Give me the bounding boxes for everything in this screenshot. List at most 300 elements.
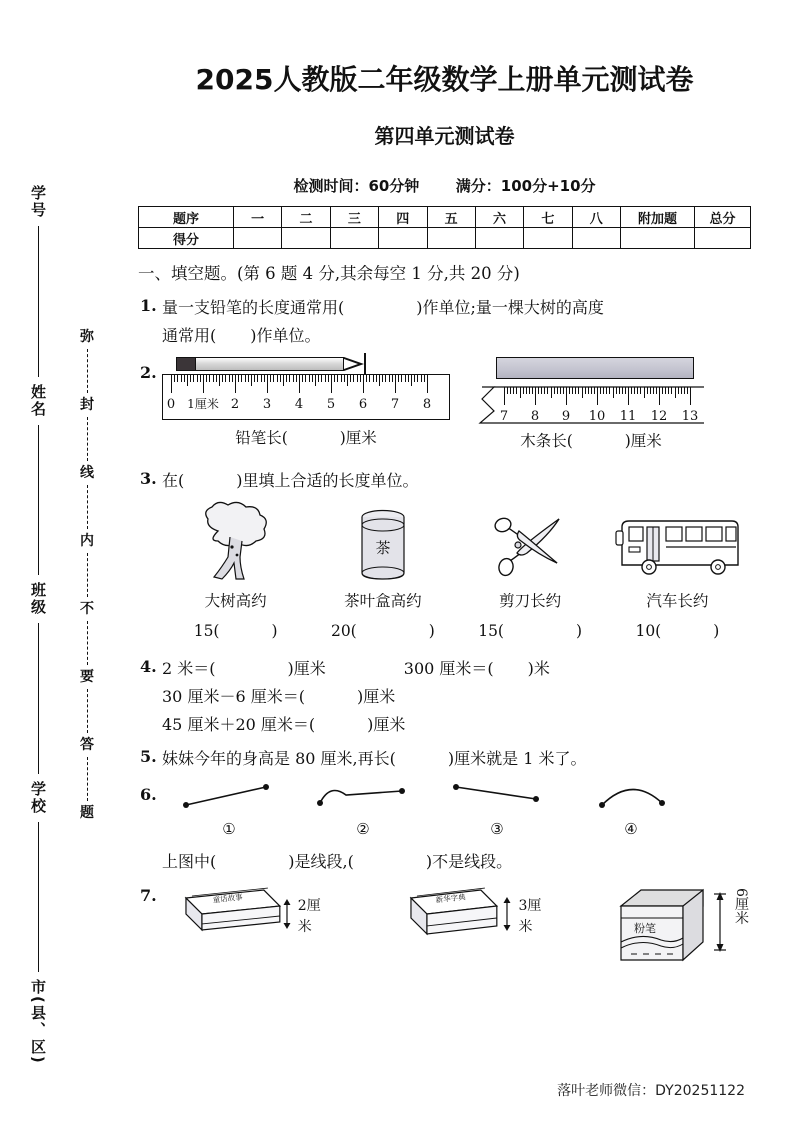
score-cell-total[interactable] [695, 228, 751, 249]
ruler-tick-minor [229, 375, 230, 382]
question-2-left-caption [162, 426, 450, 450]
ruler-tick-minor [245, 375, 246, 382]
seal-divider [38, 226, 39, 377]
q3-paren-tree: ) [271, 621, 278, 640]
q5-text-a: 妹妹今年的身高是 80 厘米,再长( [162, 748, 396, 768]
table-header-question-index: 题序 [139, 207, 234, 228]
ruler-tick-minor [174, 375, 175, 382]
q3-text-a: 在( [162, 470, 185, 490]
ruler-tick-major [597, 387, 598, 405]
ruler-tick-minor [334, 375, 335, 382]
question-number: 4. [140, 656, 157, 676]
seal-dash [87, 349, 88, 393]
question-2-right-caption [476, 429, 706, 453]
q3-paren-tea: ) [428, 621, 435, 640]
question-7-figures [138, 884, 751, 968]
q1-text-d: )作单位。 [250, 325, 321, 345]
table-header-2: 二 [282, 207, 330, 228]
student-info-column [28, 185, 49, 1065]
q6-mark-4: ④ [624, 820, 638, 839]
ruler-tick-minor [293, 375, 294, 382]
ruler-tick-minor [360, 375, 361, 382]
ruler-label: 6 [358, 396, 368, 412]
ruler-tick-minor [225, 375, 226, 382]
ruler-label: 8 [530, 408, 540, 424]
ruler-tick-minor [337, 375, 338, 382]
table-row [139, 228, 751, 249]
ruler-tick-minor [603, 387, 604, 394]
ruler-tick-minor [257, 375, 258, 382]
q3-value-tree [162, 619, 309, 643]
ruler-tick-major [427, 375, 428, 393]
ruler-tick-minor [578, 387, 579, 394]
ruler-tick-minor [283, 375, 284, 386]
question-2 [138, 357, 751, 453]
ruler-tick-minor [222, 375, 223, 382]
ruler-tick-minor [619, 387, 620, 394]
ruler-tick-minor [606, 387, 607, 394]
ruler-tick-major [566, 387, 567, 405]
seal-notice-char: 题 [80, 805, 94, 821]
seal-divider [38, 623, 39, 774]
seal-notice-char: 封 [80, 397, 94, 413]
ruler-tick-minor [350, 375, 351, 382]
ruler-tick-minor [344, 375, 345, 382]
ruler-tick-minor [382, 375, 383, 382]
q3-value-scissors [457, 619, 604, 643]
q3-item-tree [162, 501, 309, 643]
q3-text-b: )里填上合适的长度单位。 [236, 470, 419, 490]
ruler-tick-minor [510, 387, 511, 394]
question-6-prompt [138, 850, 751, 875]
tin-text: 茶 [375, 538, 391, 557]
ruler-tick-minor [671, 387, 672, 394]
dimension-arrow-icon [280, 895, 294, 939]
seal-dash [87, 621, 88, 665]
ruler-tick-minor [678, 387, 679, 394]
ruler-tick-minor [523, 387, 524, 394]
ruler-tick-minor [369, 375, 370, 382]
question-3-figures [138, 501, 751, 643]
table-header-3: 三 [330, 207, 378, 228]
question-number: 1. [140, 295, 157, 315]
table-row [139, 207, 751, 228]
ruler-tick-major [331, 375, 332, 393]
q6-text-a: 上图中( [162, 851, 217, 871]
seal-notice-char: 不 [80, 601, 94, 617]
seal-field-xingming: 姓名 [29, 383, 47, 418]
seal-field-shixianqu: 市(县、区) [29, 979, 47, 1066]
ruler-tick-minor [248, 375, 249, 382]
q3-paren-scissors: ) [575, 621, 583, 640]
seal-dash [87, 689, 88, 733]
q5-text-b: )厘米就是 1 米了。 [447, 748, 587, 768]
question-6 [138, 781, 751, 875]
ruler-tick-minor [644, 387, 645, 398]
ruler-tick-minor [532, 387, 533, 394]
q1-text-c: 通常用( [162, 325, 217, 345]
ruler-tick-major [299, 375, 300, 393]
ruler-tick-minor [270, 375, 271, 382]
question-4-line-2 [162, 683, 751, 711]
q3-item-tea-tin [309, 501, 456, 643]
ruler-tick-minor [232, 375, 233, 382]
ruler-ticks [163, 375, 449, 412]
ruler-tick-minor [216, 375, 217, 382]
score-cell-2[interactable] [282, 228, 330, 249]
score-table [138, 206, 751, 249]
q3-num-tea: 20( [330, 621, 357, 640]
ruler-tick-minor [286, 375, 287, 382]
score-cell-7[interactable] [524, 228, 572, 249]
tea-tin-icon [309, 501, 456, 587]
ruler-tick-minor [582, 387, 583, 398]
tree-icon [162, 501, 309, 587]
ruler-tick-minor [328, 375, 329, 382]
ruler-tick-minor [261, 375, 262, 382]
question-number: 3. [140, 468, 157, 488]
q3-num-tree: 15( [193, 621, 220, 640]
ruler-tick-minor [600, 387, 601, 394]
ruler-tick-major [659, 387, 660, 405]
ruler-tick-minor [318, 375, 319, 382]
seal-field-banji: 班级 [29, 582, 47, 617]
sealing-strip [0, 0, 120, 1122]
ruler-tick-minor [315, 375, 316, 386]
q6-segment-4 [564, 781, 698, 842]
q3-label-tree: 大树高约 [204, 591, 267, 610]
ruler-tick-minor [411, 375, 412, 386]
score-cell-8[interactable] [572, 228, 620, 249]
ruler-tick-minor [591, 387, 592, 394]
ruler-tick-minor [507, 387, 508, 394]
question-4 [138, 655, 751, 739]
ruler-tick-minor [662, 387, 663, 394]
question-5-text [162, 745, 751, 773]
ruler-tick-minor [544, 387, 545, 394]
seal-divider [38, 822, 39, 973]
ruler-tick-major [395, 375, 396, 393]
ruler-tick-minor [653, 387, 654, 394]
ruler-label: 2 [230, 396, 240, 412]
ruler-tick-minor [526, 387, 527, 394]
question-number: 2. [140, 362, 157, 382]
ruler-label: 5 [326, 396, 336, 412]
seal-dash [87, 757, 88, 801]
ruler-tick-minor [560, 387, 561, 394]
q6-mark-3: ③ [490, 820, 504, 839]
table-header-7: 七 [524, 207, 572, 228]
ruler-tick-minor [625, 387, 626, 394]
ruler-tick-minor [200, 375, 201, 382]
ruler-tick-minor [353, 375, 354, 382]
seal-field-xuehao: 学号 [29, 185, 47, 219]
woodstrip-ruler-figure [476, 357, 706, 453]
ruler-tick-major [171, 375, 172, 393]
q3-num-bus: 10( [635, 621, 662, 640]
pencil-tip-fill [344, 359, 358, 369]
ruler-tick-minor [405, 375, 406, 382]
ruler-tick-minor [312, 375, 313, 382]
table-header-5: 五 [427, 207, 475, 228]
ruler-tick-major [235, 375, 236, 393]
page-title: 2025人教版二年级数学上册单元测试卷 [195, 63, 694, 96]
ruler-label: 3 [262, 396, 272, 412]
ruler-tick-minor [541, 387, 542, 394]
ruler-tick-minor [187, 375, 188, 386]
ruler-tick-minor [551, 387, 552, 398]
score-cell-6[interactable] [475, 228, 523, 249]
table-header-6: 六 [475, 207, 523, 228]
ruler-tick-minor [251, 375, 252, 386]
line-segment-icon [442, 781, 552, 811]
question-5 [138, 745, 751, 773]
ruler-tick-minor [594, 387, 595, 394]
ruler-tick-minor [389, 375, 390, 382]
ruler-tick-minor [177, 375, 178, 382]
ruler-tick-minor [687, 387, 688, 394]
ruler-tick-minor [569, 387, 570, 394]
seal-dash [87, 553, 88, 597]
ruler-tick-minor [631, 387, 632, 394]
ruler-tick-minor [325, 375, 326, 382]
question-number: 6. [140, 784, 157, 804]
table-header-8: 八 [572, 207, 620, 228]
ruler-tick-minor [379, 375, 380, 386]
q4-text-e: 30 厘米－6 厘米＝( [162, 686, 305, 706]
ruler-tick-minor [421, 375, 422, 382]
q3-label-bus: 汽车长约 [646, 591, 709, 610]
q2-right-text-b: )厘米 [624, 431, 662, 450]
ruler-tick-major [628, 387, 629, 405]
ruler-tick-major [363, 375, 364, 393]
ruler-tick-major [267, 375, 268, 393]
score-cell-5[interactable] [427, 228, 475, 249]
curved-line-icon [308, 781, 418, 811]
ruler-tick-minor [417, 375, 418, 382]
ruler-tick-minor [366, 375, 367, 382]
q6-text-b: )是线段,( [288, 851, 354, 871]
book-cover-text: 新华字典 [434, 892, 466, 906]
ruler-tick-minor [209, 375, 210, 382]
ruler-tick-minor [563, 387, 564, 394]
ruler-tick-minor [513, 387, 514, 394]
q3-label-scissors: 剪刀长约 [499, 591, 562, 610]
pencil-ruler-figure [162, 357, 450, 453]
question-3 [138, 467, 751, 495]
ruler-label: 7 [499, 408, 509, 424]
scissors-icon [457, 501, 604, 587]
ruler-tick-minor [193, 375, 194, 382]
q7-item-chalk-box [615, 884, 751, 968]
ruler-tick-minor [585, 387, 586, 394]
question-1 [138, 294, 751, 350]
q4-text-b: )厘米 [287, 658, 326, 678]
ruler-tick-minor [219, 375, 220, 386]
ruler-tick-minor [321, 375, 322, 382]
question-6-figures [138, 781, 751, 842]
q6-segment-2 [296, 781, 430, 842]
q3-item-bus [604, 501, 751, 643]
q6-text-c: )不是线段。 [425, 851, 513, 871]
q2-right-text-a: 木条长( [520, 431, 573, 450]
ruler-tick-minor [197, 375, 198, 382]
q1-text-a: 量一支铅笔的长度通常用( [162, 297, 345, 317]
q4-text-h: )厘米 [367, 714, 406, 734]
ruler-label: 4 [294, 396, 304, 412]
section-fill-in-blanks [138, 261, 751, 968]
ruler-tick-minor [575, 387, 576, 394]
ruler-tick-minor [538, 387, 539, 394]
ruler-tick-minor [634, 387, 635, 394]
q4-text-f: )厘米 [356, 686, 396, 706]
q3-item-scissors [457, 501, 604, 643]
bus-icon [604, 501, 751, 587]
ruler-tick-minor [206, 375, 207, 382]
question-4-line-3 [162, 711, 751, 739]
ruler-tick-minor [376, 375, 377, 382]
q4-text-c: 300 厘米＝( [403, 658, 494, 678]
ruler-tick-major [690, 387, 691, 405]
ruler-tick-minor [238, 375, 239, 382]
ruler-label: 9 [561, 408, 571, 424]
ruler-tick-minor [572, 387, 573, 394]
seal-notice-char: 要 [80, 669, 94, 685]
ruler-tick-minor [289, 375, 290, 382]
ruler-tick-major [203, 375, 204, 393]
ruler-tick-minor [516, 387, 517, 394]
ruler-tick-minor [309, 375, 310, 382]
total-score-label: 满分：100分+10分 [455, 177, 596, 195]
q4-text-a: 2 米＝( [162, 658, 216, 678]
q7-item-storybook [168, 884, 335, 950]
ruler-tick-minor [640, 387, 641, 394]
ruler-0-to-8 [162, 374, 450, 420]
ruler-label: 10 [588, 408, 606, 424]
q6-mark-1: ① [222, 820, 236, 839]
ruler-label: 0 [166, 396, 176, 412]
ruler-tick-minor [401, 375, 402, 382]
ruler-tick-minor [357, 375, 358, 382]
section-heading: 一、填空题。(第 6 题 4 分,其余每空 1 分,共 20 分) [138, 264, 520, 283]
ruler-tick-minor [273, 375, 274, 382]
ruler-tick-minor [302, 375, 303, 382]
score-cell-3[interactable] [330, 228, 378, 249]
q4-text-d: )米 [527, 658, 550, 678]
ruler-tick-minor [213, 375, 214, 382]
book-icon [168, 884, 286, 950]
q3-label-tea-tin: 茶叶盒高约 [344, 591, 422, 610]
ruler-tick-minor [347, 375, 348, 386]
ruler-tick-minor [647, 387, 648, 394]
dimension-arrow-icon [713, 888, 727, 962]
score-cell-bonus[interactable] [621, 228, 695, 249]
seal-field-xuexiao: 学校 [29, 780, 47, 815]
ruler-tick-minor [392, 375, 393, 382]
ruler-tick-minor [414, 375, 415, 382]
ruler-tick-minor [637, 387, 638, 394]
pencil-eraser [176, 357, 196, 371]
seal-line-notice-column [80, 330, 94, 820]
question-number: 5. [140, 746, 157, 766]
arc-icon [576, 781, 686, 811]
q6-mark-2: ② [356, 820, 370, 839]
ruler-tick-minor [684, 387, 685, 394]
dimension-arrow-icon [500, 893, 514, 941]
seal-notice-char: 线 [80, 465, 94, 481]
ruler-label: 8 [422, 396, 432, 412]
score-cell-1[interactable] [234, 228, 282, 249]
ruler-tick-minor [613, 387, 614, 398]
score-cell-4[interactable] [379, 228, 427, 249]
ruler-tick-minor [341, 375, 342, 382]
question-1-line-1 [162, 294, 751, 322]
ruler-tick-minor [264, 375, 265, 382]
ruler-tick-minor [554, 387, 555, 394]
ruler-tick-minor [385, 375, 386, 382]
q6-segment-3 [430, 781, 564, 842]
ruler-tick-minor [190, 375, 191, 382]
q1-text-b: )作单位;量一棵大树的高度 [416, 297, 604, 317]
exam-sheet [120, 0, 793, 1122]
q2-left-text-b: )厘米 [339, 428, 377, 447]
ruler-tick-minor [675, 387, 676, 398]
ruler-tick-minor [277, 375, 278, 382]
seal-notice-char: 弥 [80, 329, 94, 345]
ruler-7-to-13 [476, 381, 706, 427]
ruler-ticks [496, 387, 699, 424]
pencil-body [196, 357, 344, 371]
ruler-label: 1厘米 [187, 396, 219, 411]
ruler-tick-minor [622, 387, 623, 394]
ruler-tick-minor [665, 387, 666, 394]
ruler-tick-minor [656, 387, 657, 394]
q2-left-text-a: 铅笔长( [235, 428, 288, 447]
ruler-tick-minor [616, 387, 617, 394]
ruler-label: 13 [681, 408, 699, 424]
ruler-tick-minor [296, 375, 297, 382]
ruler-label: 12 [650, 408, 668, 424]
question-4-line-1 [162, 655, 751, 683]
question-3-prompt [162, 467, 751, 495]
q7-dim-dictionary: 3厘米 [518, 897, 542, 936]
ruler-tick-minor [181, 375, 182, 382]
ruler-tick-minor [373, 375, 374, 382]
exam-meta [138, 175, 751, 196]
book-cover-text: 童话故事 [212, 892, 243, 906]
line-segment-icon [174, 781, 284, 811]
q7-dim-chalk-box: 6厘米 [733, 888, 749, 926]
q3-value-tea-tin [309, 619, 456, 643]
ruler-tick-minor [681, 387, 682, 394]
ruler-tick-minor [254, 375, 255, 382]
ruler-tick-minor [408, 375, 409, 382]
wood-strip-icon [496, 357, 694, 379]
q7-dim-storybook: 2厘米 [297, 897, 321, 936]
ruler-tick-major [504, 387, 505, 405]
ruler-tick-minor [588, 387, 589, 394]
ruler-tick-minor [609, 387, 610, 394]
ruler-tick-minor [305, 375, 306, 382]
footer-note: 落叶老师微信：DY20251122 [557, 1083, 745, 1099]
ruler-tick-minor [520, 387, 521, 398]
pencil-icon [176, 357, 386, 371]
seal-notice-char: 内 [80, 533, 94, 549]
question-7 [138, 884, 751, 968]
ruler-tick-minor [557, 387, 558, 394]
seal-dash [87, 417, 88, 461]
table-header-score: 得分 [139, 228, 234, 249]
